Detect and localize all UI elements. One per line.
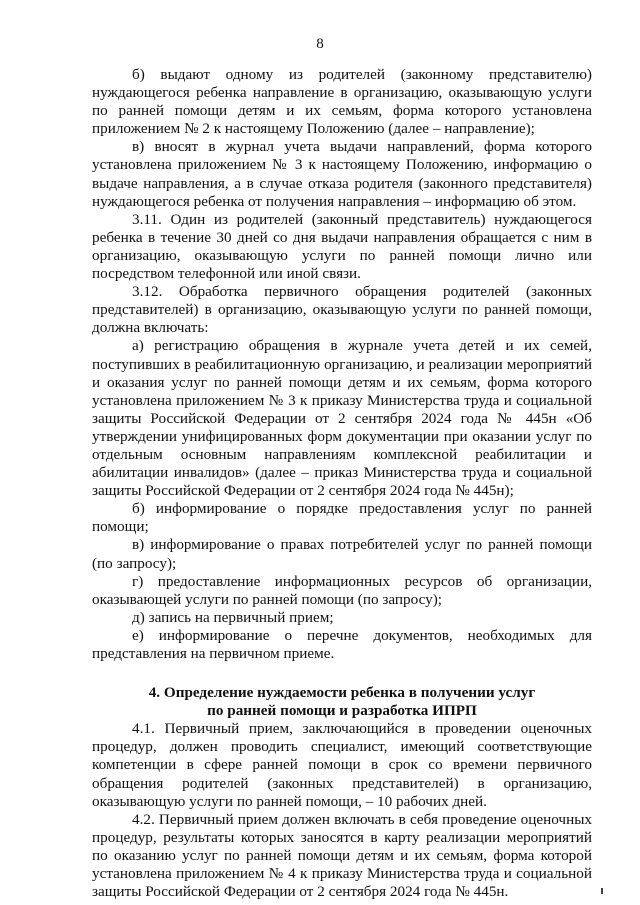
paragraph-3-12-v: в) информирование о правах потребителей услуг по ранней помощи (по запросу); <box>92 536 592 572</box>
paragraph-3-12-g: г) предоставление информационных ресурсов об организации, оказывающей услуги по ранней помощи (по запросу); <box>92 572 592 608</box>
paragraph-3-12-b: б) информирование о порядке предоставления услуг по ранней помощи; <box>92 500 592 536</box>
paragraph-3-12: 3.12. Обработка первичного обращения родителей (законных представителей) в организацию, оказывающую услуги по ранней помощи, должна включать: <box>92 283 592 337</box>
paragraph-4-1: 4.1. Первичный прием, заключающийся в проведении оценочных процедур, должен проводить специалист, имеющий соответствующие компетенции в сфере ранней помощи в срок со времени первичного обращения родителей (законных представителей) в организацию, оказывающую услуги по ранней помощи, – 10 рабочих дней. <box>92 720 592 810</box>
page-number: 8 <box>316 36 324 52</box>
paragraph-3-12-d: д) запись на первичный прием; <box>132 608 334 626</box>
paragraph-3-10-v: в) вносят в журнал учета выдачи направлений, форма которого установлена приложением № 3 к настоящему Положению, информацию о выдаче направления, а в случае отказа родителя (законного представителя) нуждающегося ребенка от получения направления – информацию об этом. <box>92 138 592 210</box>
section-4-heading <box>92 684 592 720</box>
section-4-heading-line2: по ранней помощи и разработка ИПРП <box>207 702 477 720</box>
paragraph-3-11: 3.11. Один из родителей (законный представитель) нуждающегося ребенка в течение 30 дней со дня выдачи направления обращается с ним в организацию, оказывающую услуги по ранней помощи лично или посредством телефонной или иной связи. <box>92 210 592 283</box>
paragraph-4-2: 4.2. Первичный прием должен включать в себя проведение оценочных процедур, результаты которых заносятся в карту реализации мероприятий по оказанию услуг по ранней помощи детям и их семьям, форма которой установлена приложением № 4 к приказу Министерства труда и социальной защиты Российской Федерации от 2 сентября 2024 года № 445н. <box>92 810 592 901</box>
scan-mark <box>601 888 603 894</box>
paragraph-3-12-e: е) информирование о перечне документов, необходимых для представления на первичном приеме. <box>92 626 592 662</box>
section-4-heading-line1: 4. Определение нуждаемости ребенка в получении услуг <box>148 684 536 702</box>
paragraph-3-10-b: б) выдают одному из родителей (законному представителю) нуждающегося ребенка направление в организацию, оказывающую услуги по ранней помощи детям и их семьям, форма которого установлена приложением № 2 к настоящему Положению (далее – направление); <box>92 66 592 138</box>
paragraph-3-12-a: а) регистрацию обращения в журнале учета детей и их семей, поступивших в реабилитационную организацию, и реализации мероприятий и оказания услуг по ранней помощи детям и их семьям, форма которого установлена приложением № 3 к приказу Министерства труда и социальной защиты Российской Федерации от 2 сентября 2024 года № 445н «Об утверждении унифицированных форм документации при оказании услуг по отдельным основным направлениям комплексной реабилитации и абилитации инвалидов» (далее – приказ Министерства труда и социальной защиты Российской Федерации от 2 сентября 2024 года № 445н); <box>92 337 592 500</box>
document-body <box>92 66 592 901</box>
